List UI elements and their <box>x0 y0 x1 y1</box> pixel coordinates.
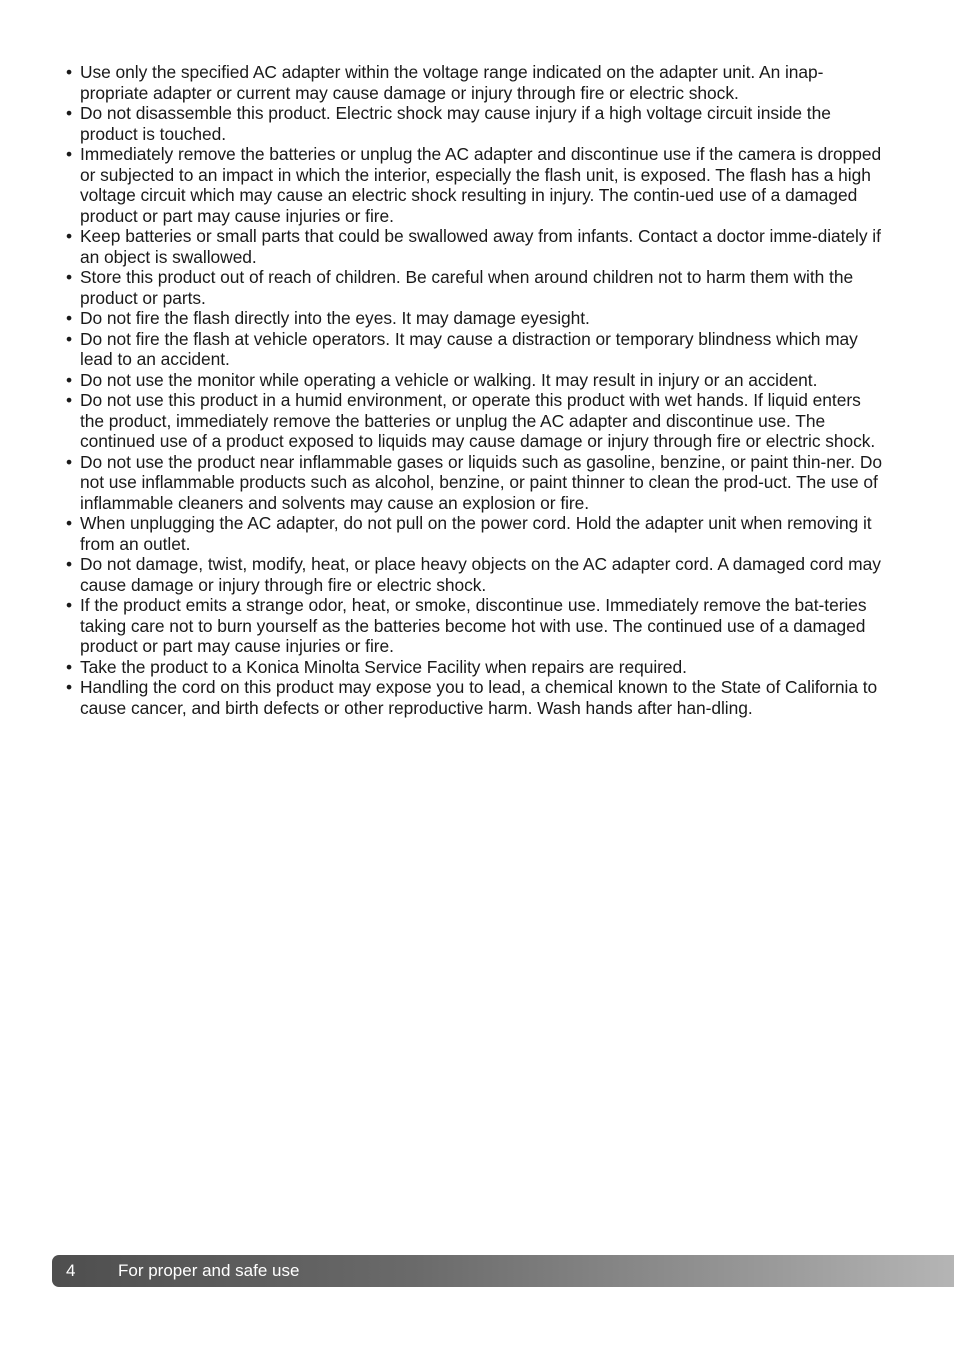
bullet-text: Do not use the monitor while operating a vehicle or walking. It may result in injury or an accident. <box>80 369 818 390</box>
list-item <box>66 329 886 370</box>
bullet-icon: • <box>66 144 73 164</box>
safety-bullet-list <box>66 62 886 718</box>
bullet-icon: • <box>66 656 73 677</box>
bullet-icon: • <box>66 369 73 390</box>
bullet-icon: • <box>66 595 73 615</box>
list-item <box>66 513 886 554</box>
bullet-text: Store this product out of reach of children. Be careful when around children not to harm them with the product or parts. <box>80 267 854 308</box>
bullet-text: Immediately remove the batteries or unplug the AC adapter and discontinue use if the camera is dropped or subjected to an impact in which the interior, especially the flash unit, is exposed. The flash has a high voltage circuit which may cause an electric shock resulting in injury. The contin-ued use of a damaged product or part may cause injuries or fire. <box>80 144 882 226</box>
list-item <box>66 103 886 144</box>
bullet-text: Use only the specified AC adapter within the voltage range indicated on the adapter unit. An inap-propriate adapter or current may cause damage or injury through fire or electric shock. <box>80 62 824 103</box>
list-item <box>66 62 886 103</box>
bullet-text: Do not use the product near inflammable gases or liquids such as gasoline, benzine, or paint thin-ner. Do not use inflammable products such as alcohol, benzine, or paint thinner to clean the prod-uct. The use of inflammable cleaners and solvents may cause an explosion or fire. <box>80 451 882 513</box>
section-title: For proper and safe use <box>118 1261 300 1280</box>
list-item <box>66 370 886 391</box>
bullet-icon: • <box>66 226 73 246</box>
list-item <box>66 595 886 657</box>
bullet-icon: • <box>66 451 73 472</box>
list-item <box>66 390 886 452</box>
bullet-text: Keep batteries or small parts that could be swallowed away from infants. Contact a doctor imme-diately if an object is swallowed. <box>80 226 881 267</box>
bullet-text: Take the product to a Konica Minolta Service Facility when repairs are required. <box>80 656 687 677</box>
list-item <box>66 308 886 329</box>
bullet-icon: • <box>66 390 73 410</box>
page-number: 4 <box>66 1261 76 1280</box>
list-item <box>66 144 886 226</box>
list-item <box>66 657 886 678</box>
bullet-text: When unplugging the AC adapter, do not pull on the power cord. Hold the adapter unit when removing it from an outlet. <box>80 513 872 554</box>
bullet-text: Do not damage, twist, modify, heat, or place heavy objects on the AC adapter cord. A damaged cord may cause damage or injury through fire or electric shock. <box>80 554 881 595</box>
bullet-text: Handling the cord on this product may expose you to lead, a chemical known to the State of California to cause cancer, and birth defects or other reproductive harm. Wash hands after han-dling. <box>80 677 878 718</box>
list-item <box>66 267 886 308</box>
bullet-icon: • <box>66 328 73 349</box>
list-item <box>66 226 886 267</box>
bullet-text: Do not disassemble this product. Electric shock may cause injury if a high voltage circuit inside the product is touched. <box>80 103 831 144</box>
bullet-text: Do not use this product in a humid environment, or operate this product with wet hands. If liquid enters the product, immediately remove the batteries or unplug the AC adapter and discontinue use. The continued use of a product exposed to liquids may cause damage or injury through fire or electric shock. <box>80 390 876 451</box>
bullet-text: If the product emits a strange odor, heat, or smoke, discontinue use. Immediately remove the bat-teries taking care not to burn yourself as the batteries become hot with use. The continued use of a damaged product or part may cause injuries or fire. <box>80 595 867 656</box>
bullet-icon: • <box>66 554 73 574</box>
page-footer <box>52 1255 954 1287</box>
bullet-icon: • <box>66 677 73 697</box>
safety-instructions <box>66 62 886 718</box>
list-item <box>66 554 886 595</box>
bullet-icon: • <box>66 513 73 533</box>
bullet-icon: • <box>66 62 73 82</box>
bullet-text: Do not fire the flash at vehicle operators. It may cause a distraction or temporary blindness which may lead to an accident. <box>80 328 858 369</box>
bullet-text: Do not fire the flash directly into the eyes. It may damage eyesight. <box>80 308 590 328</box>
list-item <box>66 677 886 718</box>
list-item <box>66 452 886 514</box>
bullet-icon: • <box>66 308 73 328</box>
bullet-icon: • <box>66 267 73 287</box>
bullet-icon: • <box>66 103 73 123</box>
